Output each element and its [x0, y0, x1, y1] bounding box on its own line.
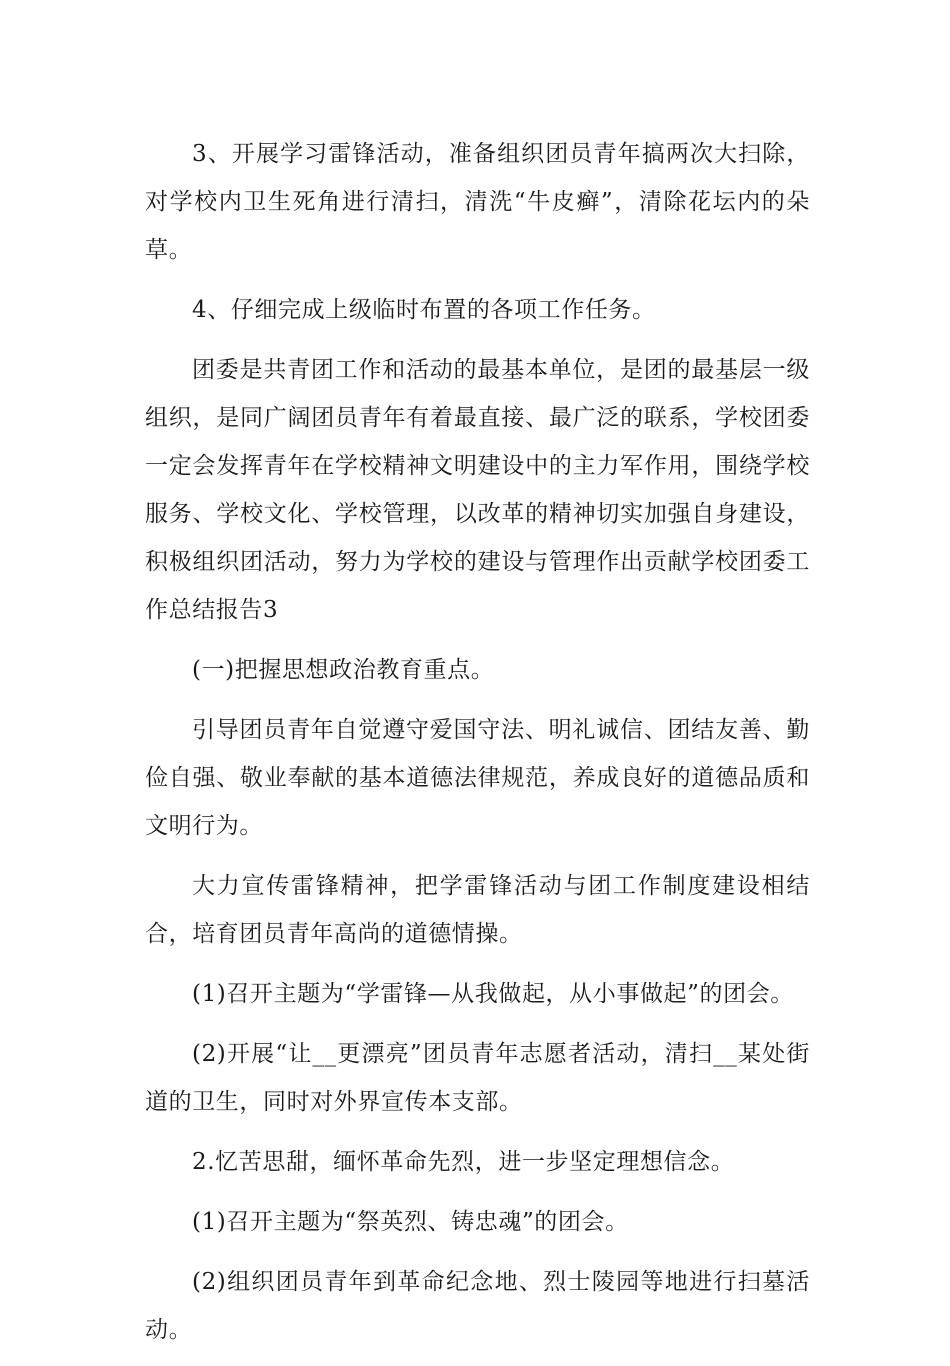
paragraph: (2)组织团员青年到革命纪念地、烈士陵园等地进行扫墓活动。 — [145, 1269, 810, 1343]
paragraph: (一)把握思想政治教育重点。 — [192, 657, 495, 683]
paragraph: (2)开展“让__更漂亮”团员青年志愿者活动，清扫__某处街道的卫生，同时对外界宣传本支部。 — [145, 1041, 810, 1115]
paragraph: 3、开展学习雷锋活动，准备组织团员青年搞两次大扫除，对学校内卫生死角进行清扫，清洗“牛皮癣”，清除花坛内的朵草。 — [145, 141, 810, 263]
paragraph: 团委是共青团工作和活动的最基本单位，是团的最基层一级组织，是同广阔团员青年有着最直接、最广泛的联系，学校团委一定会发挥青年在学校精神文明建设中的主力军作用，围绕学校服务、学校文化、学校管理，以改革的精神切实加强自身建设，积极组织团活动，努力为学校的建设与管理作出贡献学校团委工作总结报告3 — [145, 357, 810, 623]
paragraph: 引导团员青年自觉遵守爱国守法、明礼诚信、团结友善、勤俭自强、敬业奉献的基本道德法律规范，养成良好的道德品质和文明行为。 — [145, 717, 810, 839]
paragraph: 2.忆苦思甜，缅怀革命先烈，进一步坚定理想信念。 — [192, 1149, 735, 1175]
paragraph: (1)召开主题为“学雷锋—从我做起，从小事做起”的团会。 — [192, 981, 794, 1007]
paragraph: 大力宣传雷锋精神，把学雷锋活动与团工作制度建设相结合，培育团员青年高尚的道德情操。 — [145, 873, 810, 947]
paragraph: 4、仔细完成上级临时布置的各项工作任务。 — [192, 297, 656, 323]
document-body — [145, 130, 810, 1366]
paragraph: (1)召开主题为“祭英烈、铸忠魂”的团会。 — [192, 1209, 629, 1235]
